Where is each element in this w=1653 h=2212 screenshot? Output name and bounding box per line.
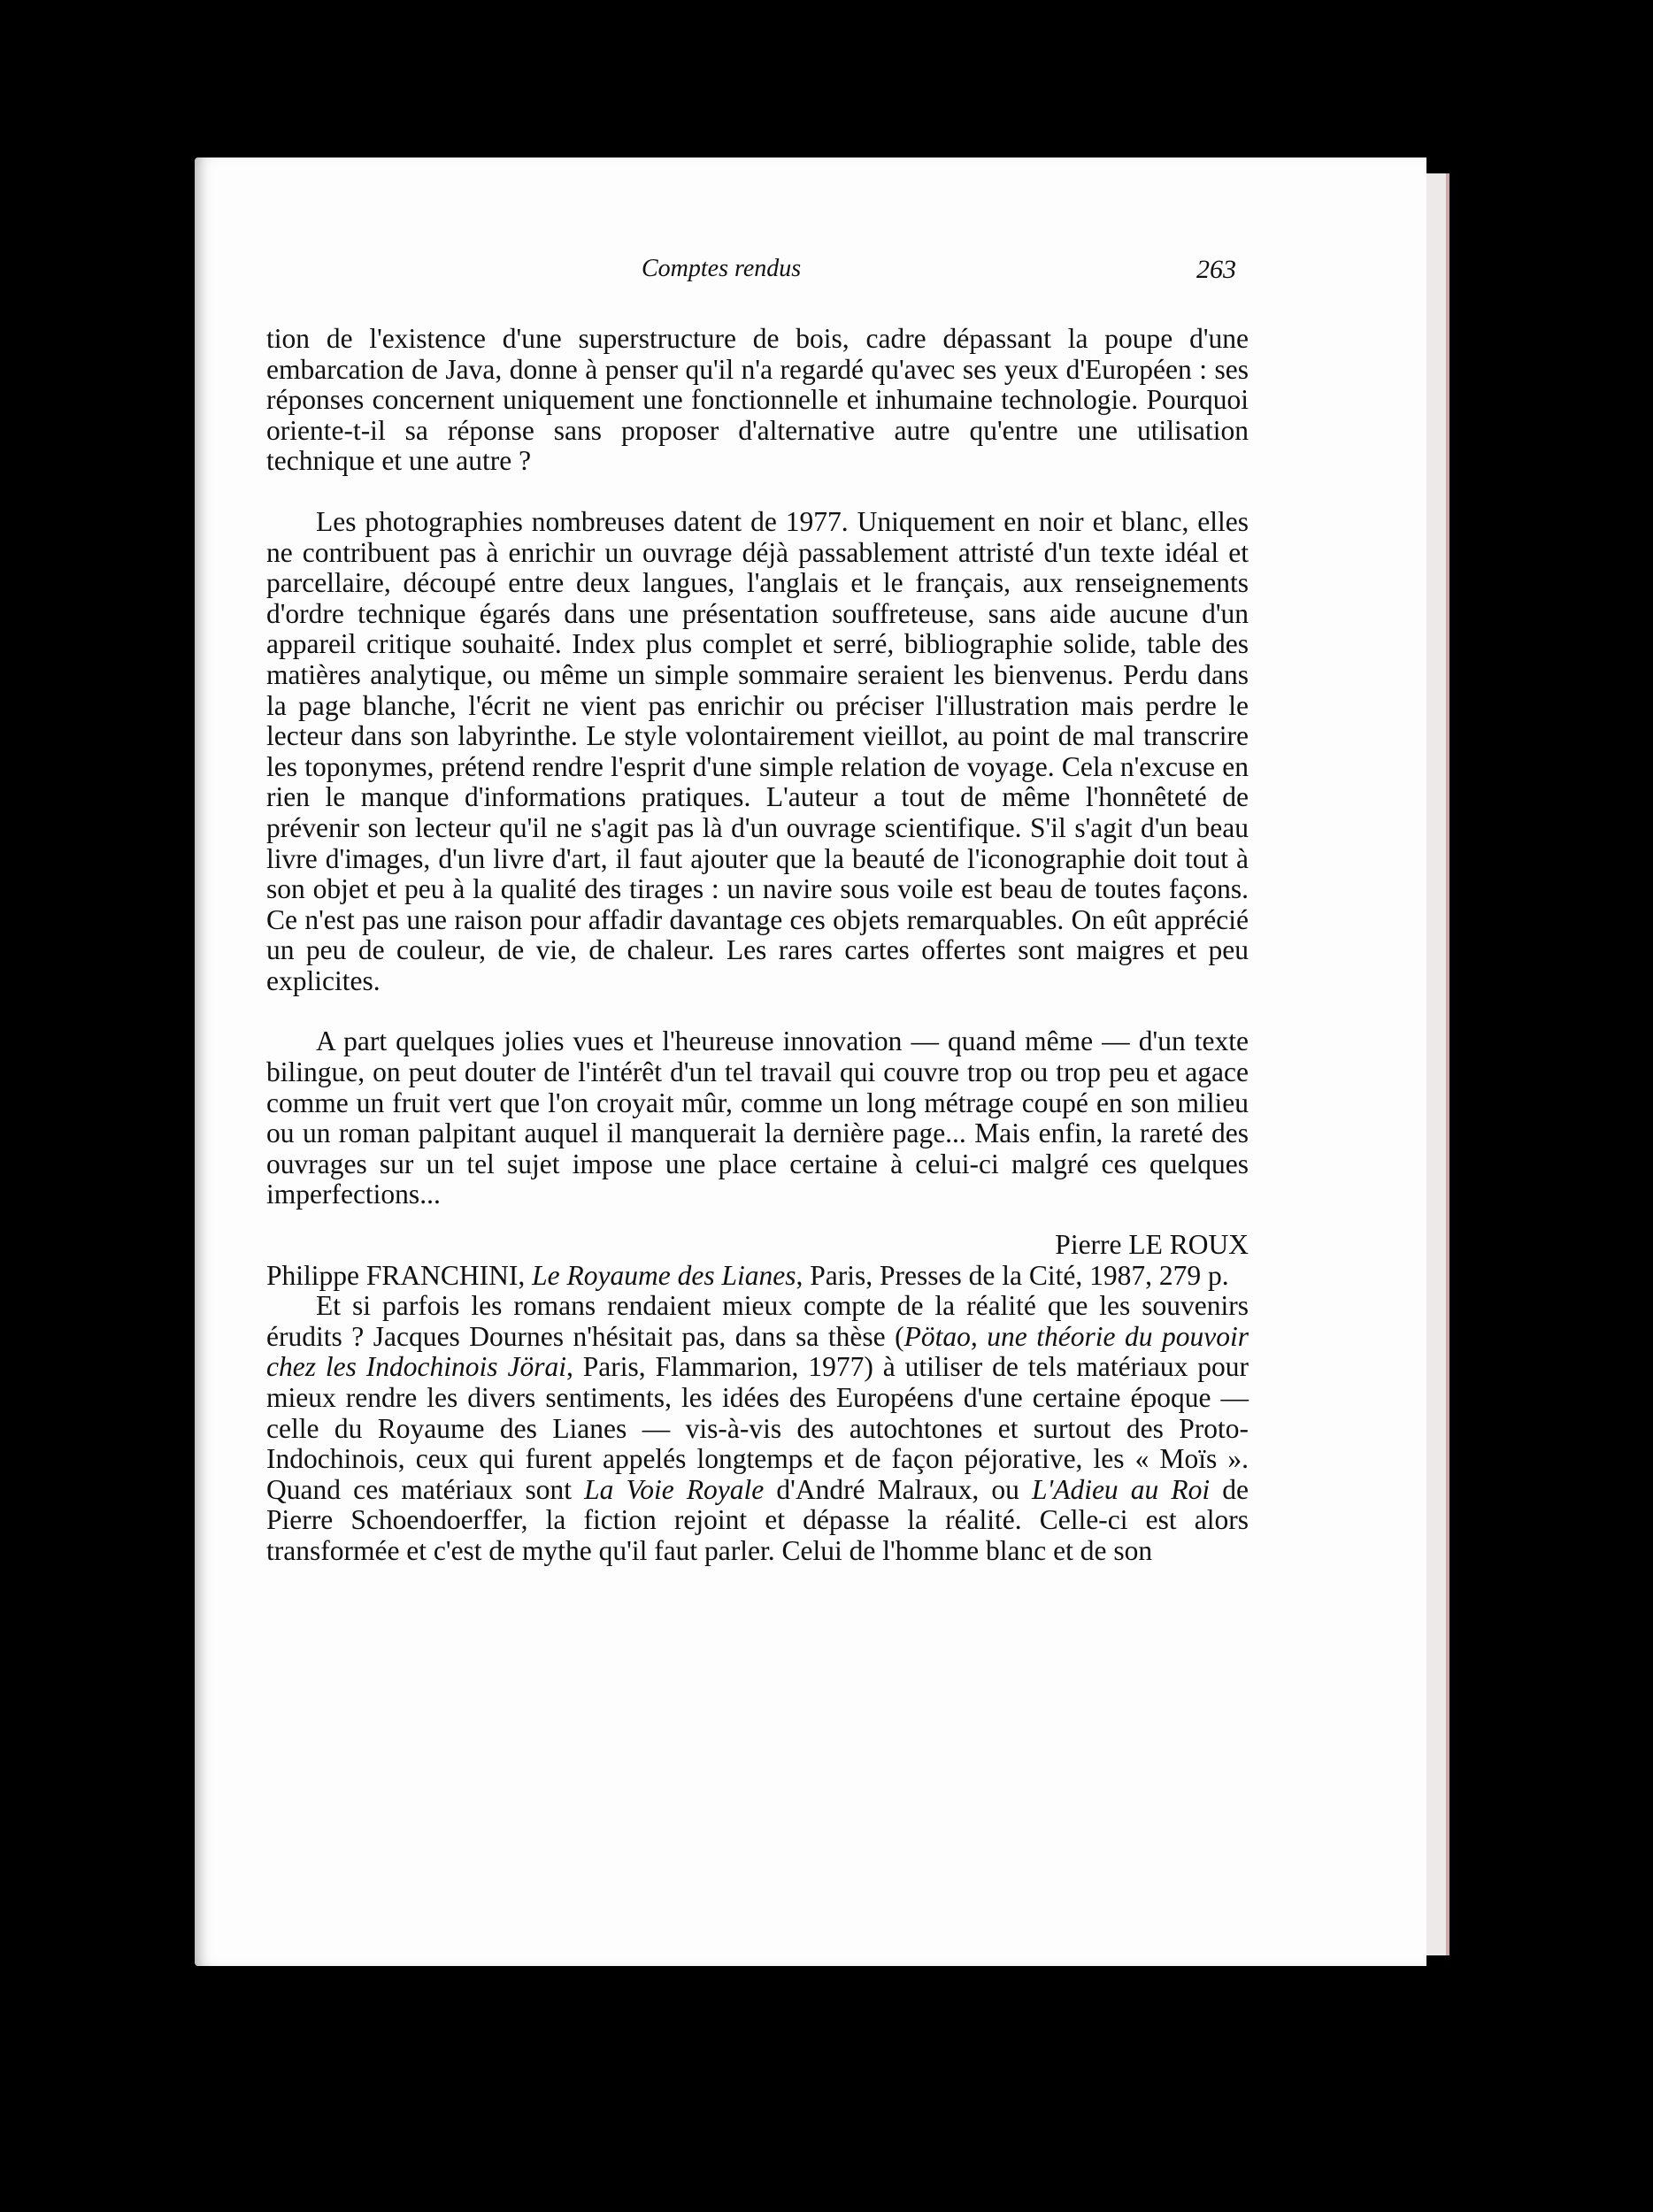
review2-text: d'André Malraux, ou	[764, 1473, 1032, 1505]
page-number: 263	[1196, 255, 1236, 284]
page-body	[266, 324, 1249, 1567]
running-title: Comptes rendus	[642, 255, 802, 282]
review2-text: Et si parfois les romans rendaient mieux compte de la réalité que les souvenirs érudits ? Jacques Dournes n'hésitait pas, dans sa thèse (	[266, 1290, 1249, 1352]
review1-paragraph-conclusion: A part quelques jolies vues et l'heureuse innovation — quand même — d'un texte bilingue, on peut douter de l'intérêt d'un tel travail qui couvre trop ou trop peu et agace comme un fruit vert que l'on croyait mûr, comme un long métrage coupé en son milieu ou un roman palpitant auquel il manquerait la dernière page... Mais enfin, la rareté des ouvrages sur un tel sujet impose une place certaine à celui-ci malgré ces quelques imperfections...	[266, 1025, 1249, 1210]
book-details: , Paris, Presses de la Cité, 1987, 279 p.	[796, 1259, 1229, 1291]
review2-text: de Pierre Schoendoerffer, la fiction rejoint et dépasse la réalité. Celle-ci est alors transformée et c'est de mythe qu'il faut parler. Celui de l'homme blanc et de son	[266, 1473, 1249, 1566]
book-title: Le Royaume des Lianes	[532, 1259, 796, 1291]
cited-thesis-title: Pötao, une théorie du pouvoir chez les Indochinois Jörai	[266, 1320, 1249, 1383]
review2-book-reference	[266, 1261, 1249, 1292]
cited-novel-title: L'Adieu au Roi	[1031, 1473, 1211, 1505]
book-author: Philippe FRANCHINI,	[266, 1259, 526, 1291]
book-page	[195, 157, 1426, 1966]
review1-signature: Pierre LE ROUX	[1055, 1229, 1249, 1261]
review2-text: , Paris, Flammarion, 1977) à utiliser de tels matériaux pour mieux rendre les divers sentiments, les idées des Européens d'une certaine époque — celle du Royaume des Lianes — vis-à-vis des autochtones et surtout des Proto-Indochinois, ceux qui furent appelés longtemps et de façon péjorative, les « Moïs ». Quand ces matériaux sont	[266, 1351, 1249, 1505]
review1-paragraph-photographs: Les photographies nombreuses datent de 1977. Uniquement en noir et blanc, elles ne contribuent pas à enrichir un ouvrage déjà passablement attristé d'un texte idéal et parcellaire, découpé entre deux langues, l'anglais et le français, aux renseignements d'ordre technique égarés dans une présentation souffreteuse, sans aide aucune d'un appareil critique souhaité. Index plus complet et serré, bibliographie solide, table des matières analytique, ou même un simple sommaire seraient les bienvenus. Perdu dans la page blanche, l'écrit ne vient pas enrichir ou préciser l'illustration mais perdre le lecteur dans son labyrinthe. Le style volontairement vieillot, au point de mal transcrire les toponymes, prétend rendre l'esprit d'une simple relation de voyage. Cela n'excuse en rien le manque d'informations pratiques. L'auteur a tout de même l'honnêteté de prévenir son lecteur qu'il ne s'agit pas là d'un ouvrage scientifique. S'il s'agit d'un beau livre d'images, d'un livre d'art, il faut ajouter que la beauté de l'iconographie doit tout à son objet et peu à la qualité des tirages : un navire sous voile est beau de toutes façons. Ce n'est pas une raison pour affadir davantage ces objets remarquables. On eût apprécié un peu de couleur, de vie, de chaleur. Les rares cartes offertes sont maigres et peu explicites.	[266, 505, 1249, 996]
review2-paragraph-1	[266, 1291, 1249, 1566]
running-head	[195, 255, 1426, 290]
review1-continuation: tion de l'existence d'une superstructure de bois, cadre dépassant la poupe d'une embarcation de Java, donne à penser qu'il n'a regardé qu'avec ses yeux d'Européen : ses réponses concernent uniquement une fonctionnelle et inhumaine technologie. Pourquoi oriente-t-il sa réponse sans proposer d'alternative autre qu'entre une utilisation technique et une autre ?	[266, 323, 1249, 477]
cited-novel-title: La Voie Royale	[584, 1473, 765, 1505]
